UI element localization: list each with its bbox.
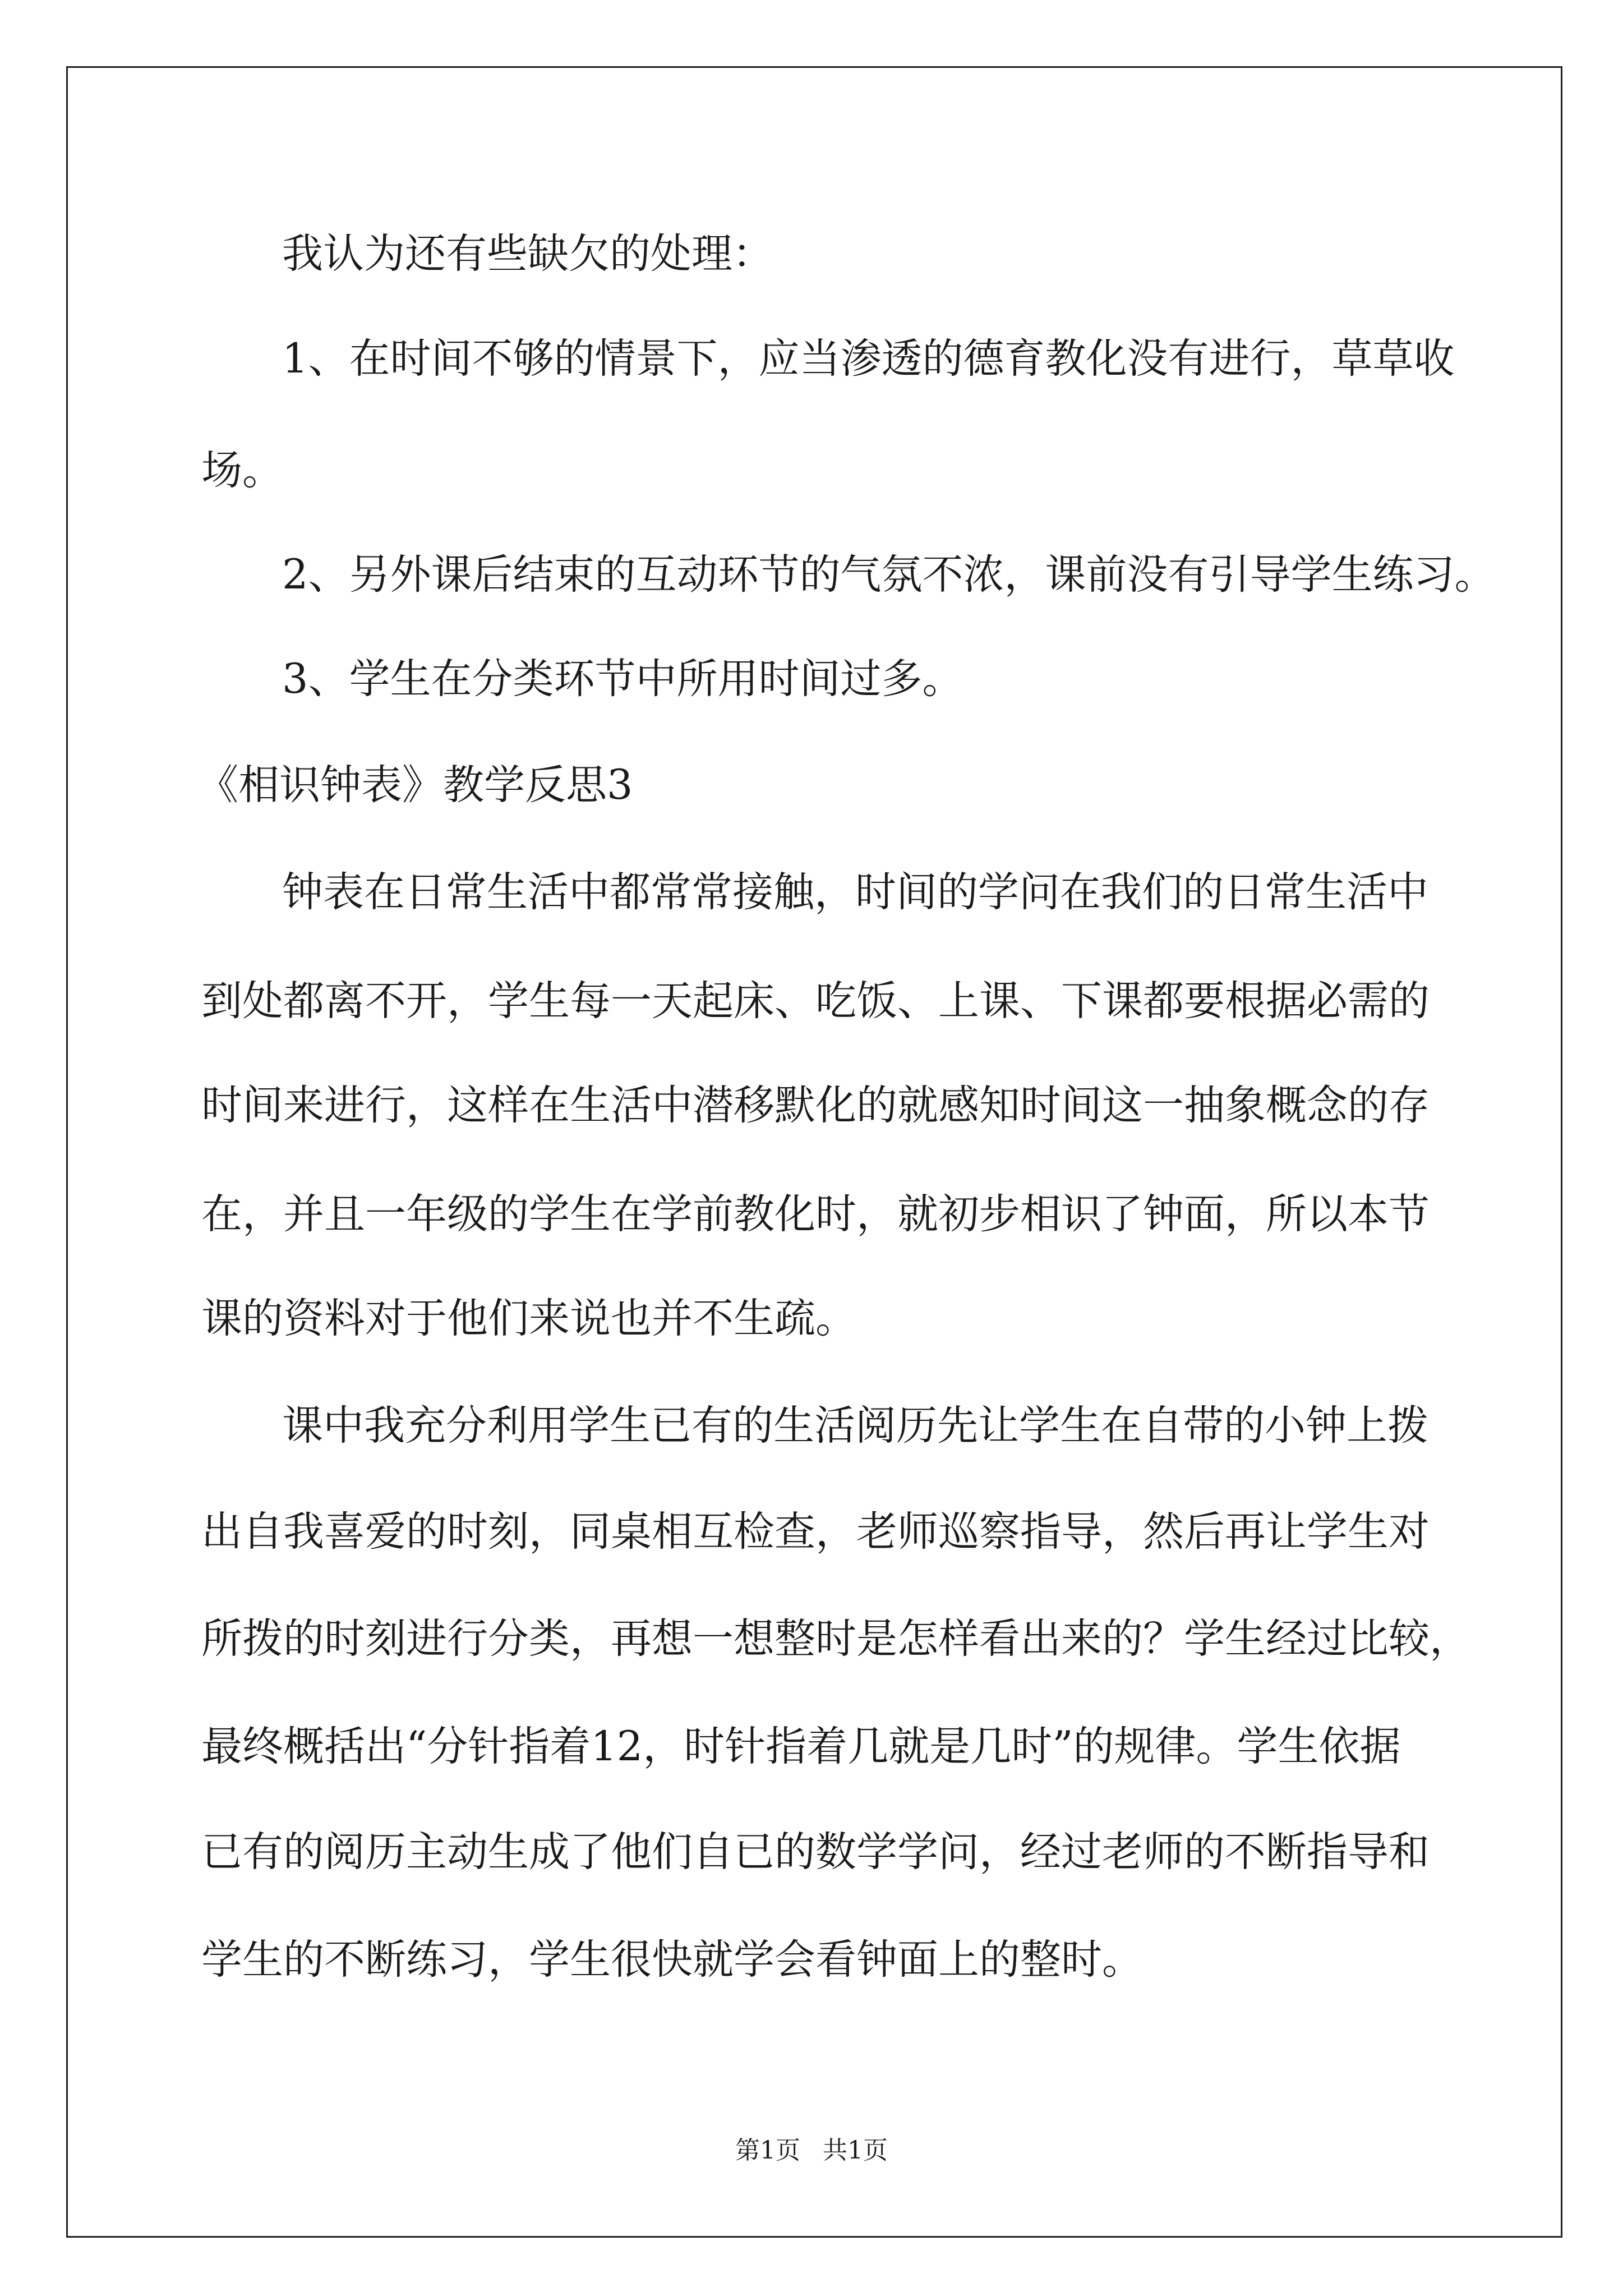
paragraph-line: 最终概括出“分针指着12，时针指着几就是几时”的规律。学生依据 <box>201 1723 1401 1770</box>
paragraph-line: 所拨的时刻进行分类，再想一想整时是怎样看出来的？学生经过比较， <box>201 1615 1470 1663</box>
paragraph-line: 已有的阅历主动生成了他们自已的数学学问，经过老师的不断指导和 <box>201 1828 1430 1876</box>
paragraph-line: 在，并且一年级的学生在学前教化时，就初步相识了钟面，所以本节 <box>201 1190 1430 1238</box>
paragraph-line: 课中我充分利用学生已有的生活阅历先让学生在自带的小钟上拨 <box>282 1402 1428 1450</box>
list-item-line: 场。 <box>201 447 283 494</box>
page-number: 第1页 <box>735 2136 800 2165</box>
list-item-line: 3、学生在分类环节中所用时间过多。 <box>282 655 963 703</box>
list-item-line: 1、在时间不够的情景下，应当渗透的德育教化没有进行，草草收 <box>282 335 1455 383</box>
paragraph-line: 课的资料对于他们来说也并不生疏。 <box>201 1295 856 1342</box>
paragraph-line: 学生的不断练习，学生很快就学会看钟面上的整时。 <box>201 1936 1143 1984</box>
page-border <box>66 66 1562 2238</box>
page-total: 共1页 <box>823 2136 888 2165</box>
paragraph-line: 钟表在日常生活中都常常接触，时间的学问在我们的日常生活中 <box>282 868 1428 916</box>
section-heading: 《相识钟表》教学反思3 <box>197 761 633 809</box>
paragraph-line: 时间来进行，这样在生活中潜移默化的就感知时间这一抽象概念的存 <box>201 1082 1430 1129</box>
paragraph-line: 出自我喜爱的时刻，同桌相互检查，老师巡察指导，然后再让学生对 <box>201 1508 1430 1556</box>
paragraph-line: 我认为还有些缺欠的处理： <box>282 230 773 278</box>
page-footer <box>0 2134 1623 2168</box>
paragraph-line: 到处都离不开，学生每一天起床、吃饭、上课、下课都要根据必需的 <box>201 977 1430 1025</box>
list-item-line: 2、另外课后结束的互动环节的气氛不浓，课前没有引导学生练习。 <box>282 551 1496 599</box>
